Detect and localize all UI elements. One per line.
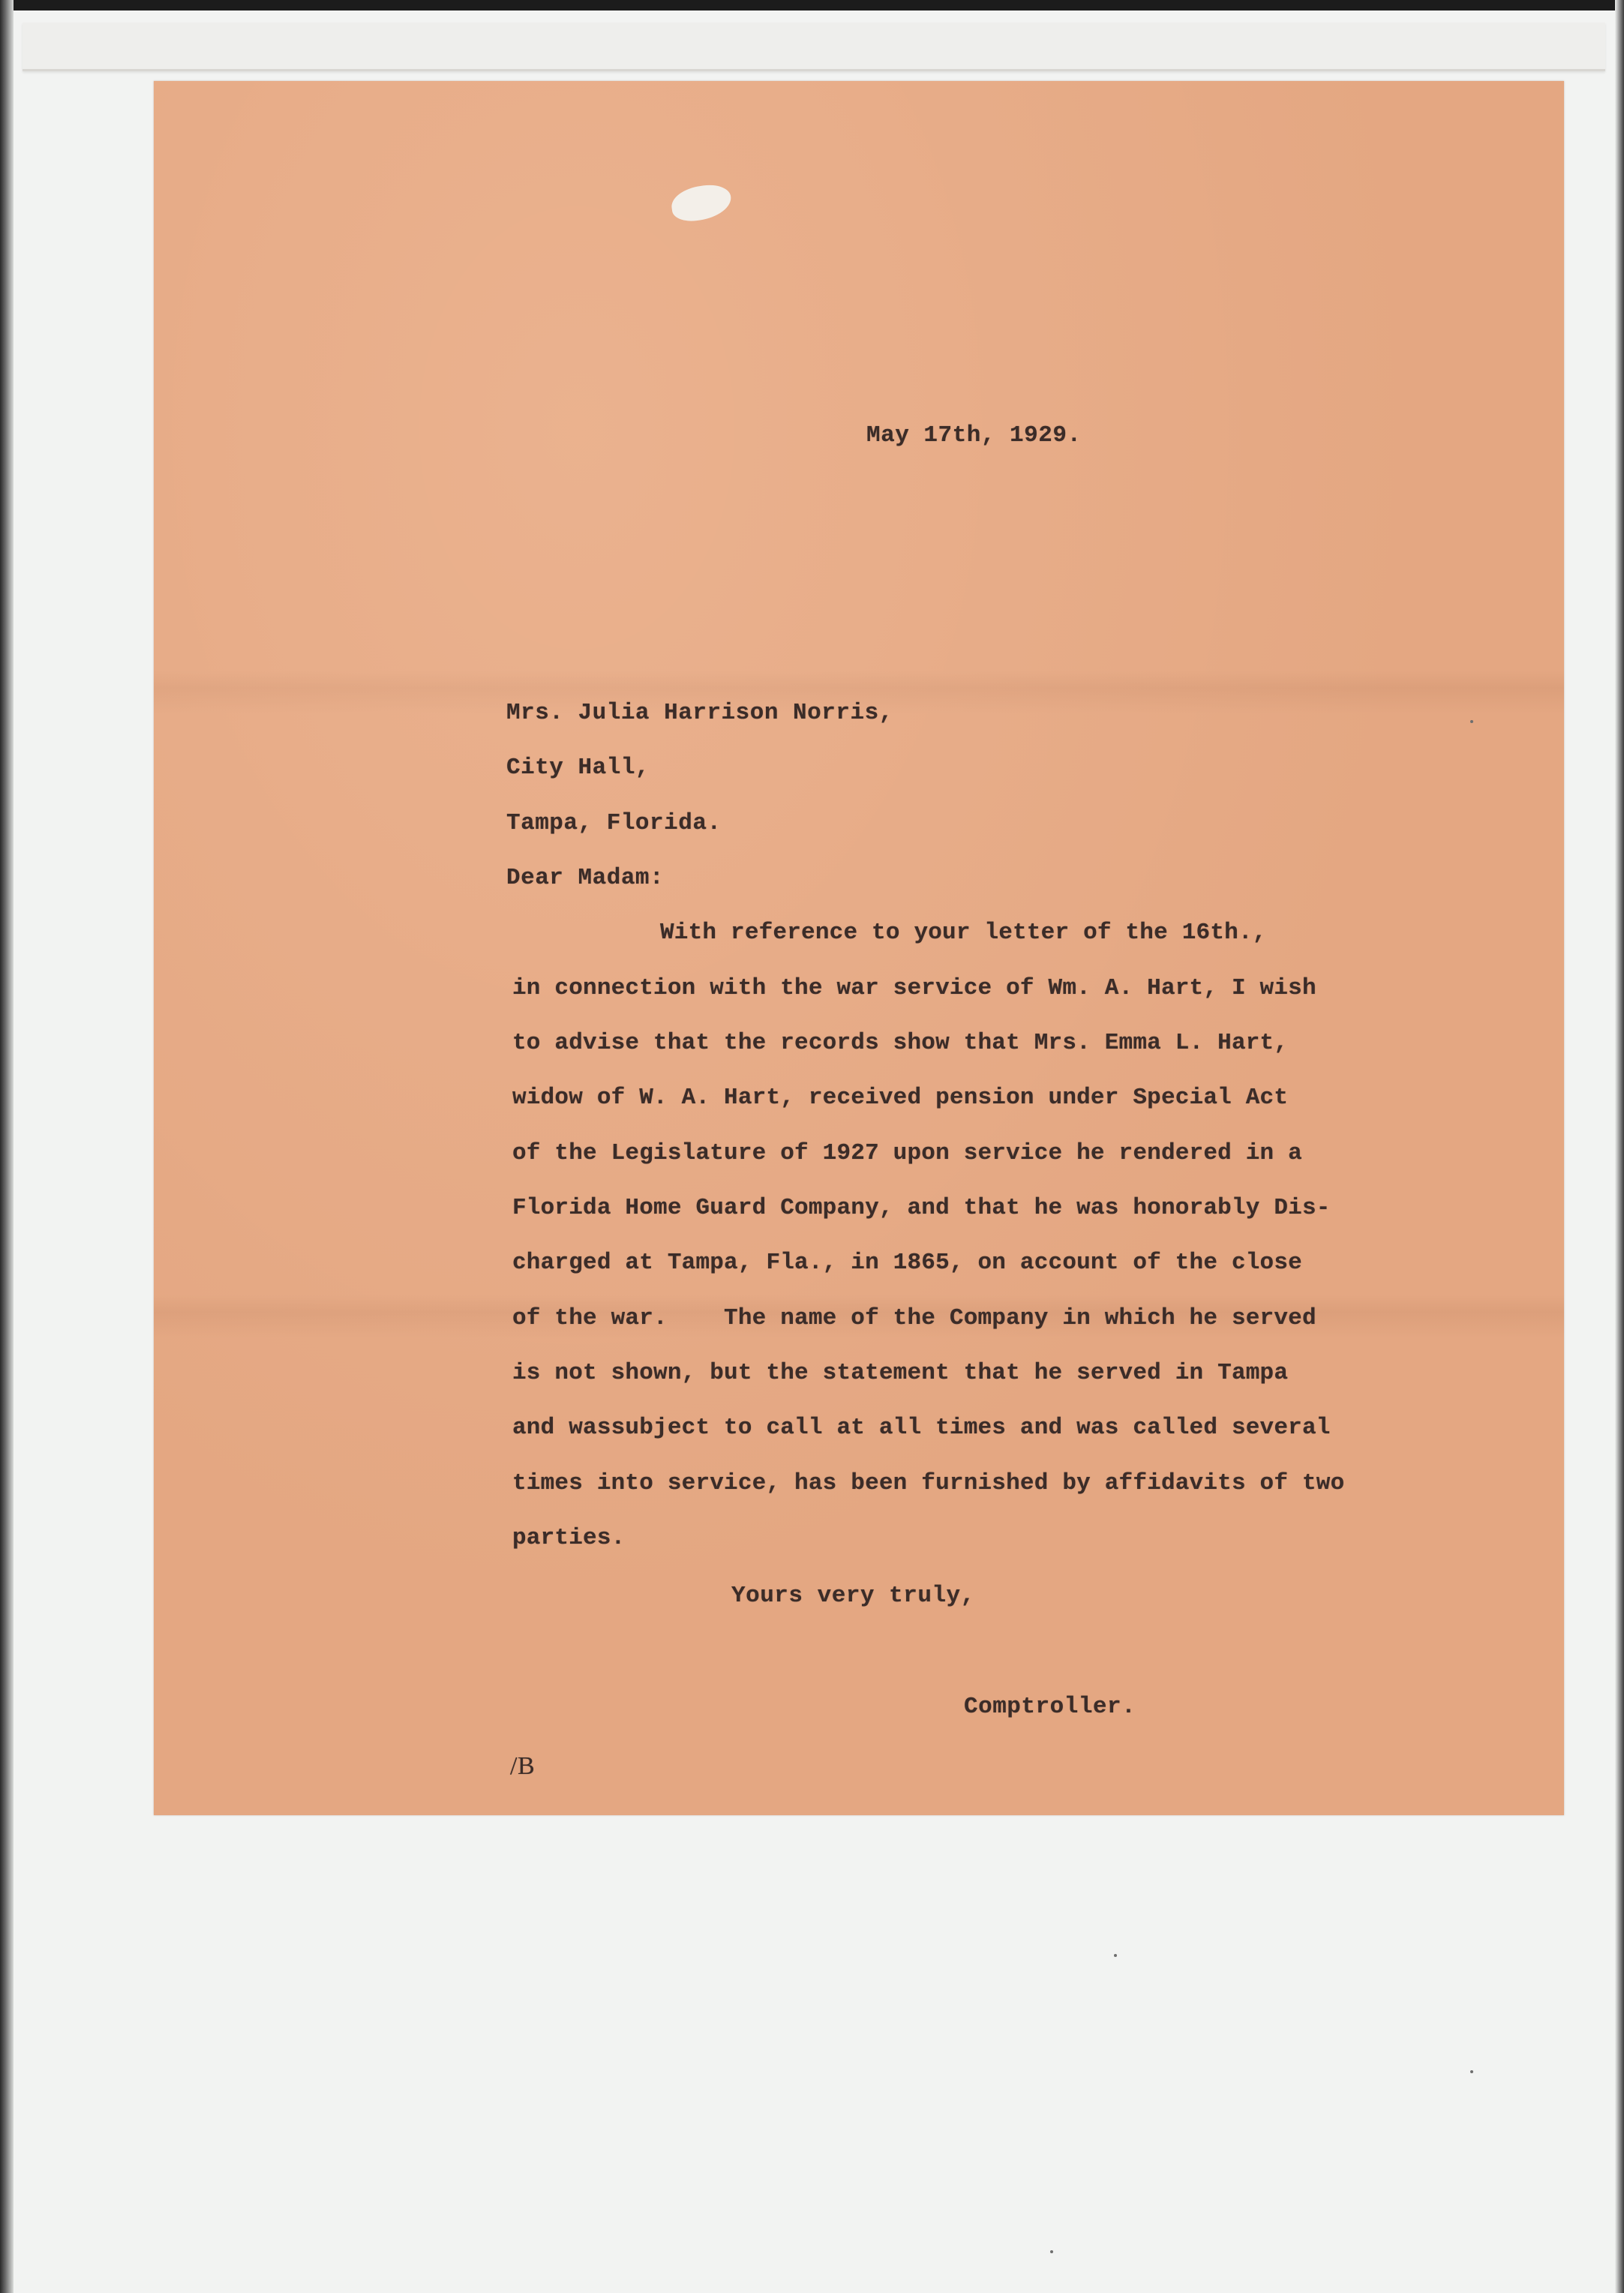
paper-strip xyxy=(23,23,1605,71)
body-line: of the Legislature of 1927 upon service he rendered in a xyxy=(512,1140,1302,1166)
body-line: is not shown, but the statement that he served in Tampa xyxy=(512,1360,1289,1386)
letter-sheet xyxy=(154,81,1564,1815)
paper-tear xyxy=(669,182,733,224)
scan-speck xyxy=(1470,2070,1473,2073)
body-line: of the war. The name of the Company in which he served xyxy=(512,1305,1316,1331)
letter-date: May 17th, 1929. xyxy=(866,422,1082,449)
salutation: Dear Madam: xyxy=(506,865,665,891)
body-line: to advise that the records show that Mrs. Emma L. Hart, xyxy=(512,1030,1289,1056)
scan-speck xyxy=(1470,720,1473,723)
typist-initials: /B xyxy=(510,1752,536,1780)
scan-speck xyxy=(1050,2250,1053,2253)
scanner-top-edge xyxy=(0,0,1624,11)
body-line: With reference to your letter of the 16th., xyxy=(660,920,1267,946)
body-line: and wassubject to call at all times and was called several xyxy=(512,1415,1331,1441)
recipient-address-line-2: Tampa, Florida. xyxy=(506,810,722,836)
closing: Yours very truly, xyxy=(731,1583,975,1609)
body-line: Florida Home Guard Company, and that he was honorably Dis- xyxy=(512,1195,1331,1221)
scan-speck xyxy=(1114,1954,1117,1957)
body-line: times into service, has been furnished by affidavits of two xyxy=(512,1470,1345,1496)
signature-title: Comptroller. xyxy=(964,1694,1136,1720)
scanner-left-edge xyxy=(0,0,14,2293)
body-line: charged at Tampa, Fla., in 1865, on account of the close xyxy=(512,1250,1302,1276)
body-line: in connection with the war service of Wm. A. Hart, I wish xyxy=(512,975,1316,1001)
recipient-name: Mrs. Julia Harrison Norris, xyxy=(506,700,893,726)
scanner-right-edge xyxy=(1615,0,1624,2293)
body-line: widow of W. A. Hart, received pension under Special Act xyxy=(512,1085,1289,1111)
body-line: parties. xyxy=(512,1525,626,1551)
recipient-address-line-1: City Hall, xyxy=(506,755,650,781)
